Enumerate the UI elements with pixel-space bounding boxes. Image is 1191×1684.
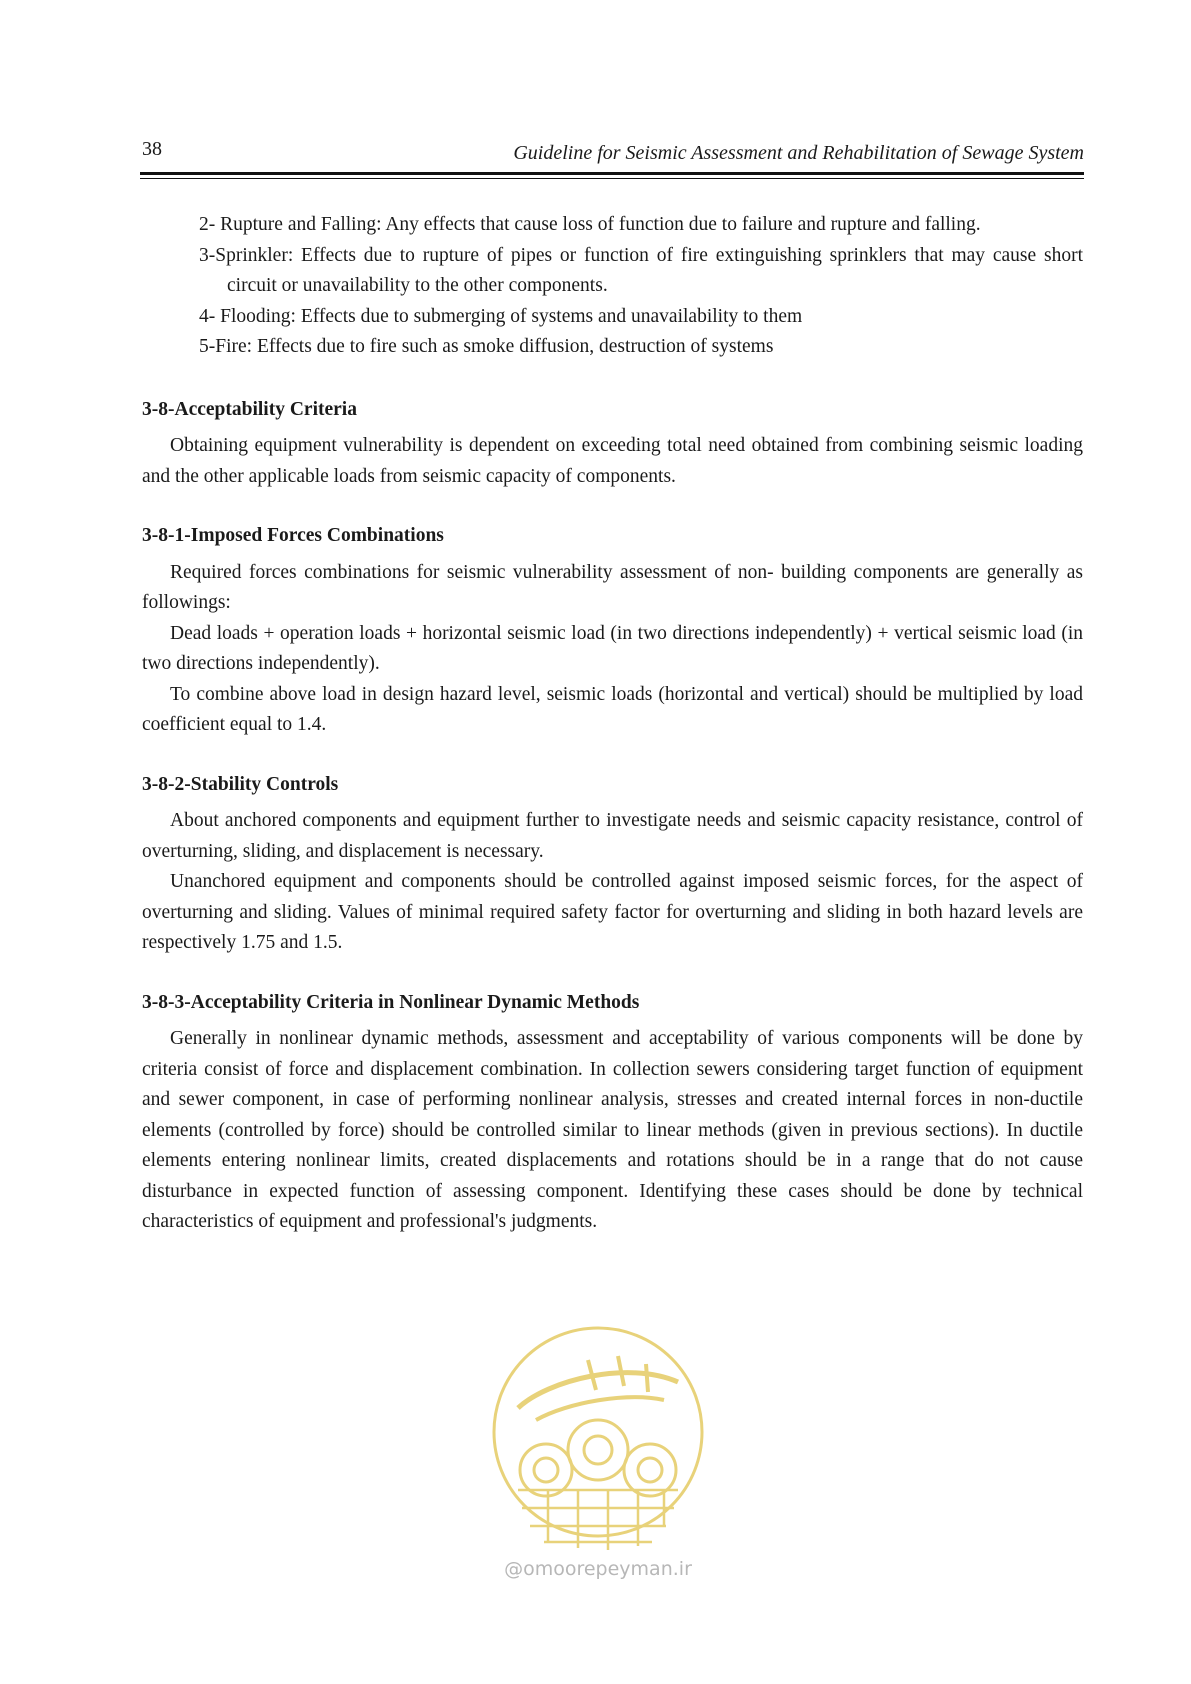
section-heading-acceptability: 3-8-Acceptability Criteria [142,398,357,420]
section-heading-nonlinear: 3-8-3-Acceptability Criteria in Nonlinear Dynamic Methods [142,991,640,1013]
paragraph: Required forces combinations for seismic vulnerability assessment of non- building components are generally as followings: [142,561,1083,613]
paragraph: About anchored components and equipment further to investigate needs and seismic capacity resistance, control of overturning, sliding, and displacement is necessary. [142,810,1083,862]
watermark-text: @omoorepeyman.ir [504,1558,692,1580]
running-title: Guideline for Seismic Assessment and Rehabilitation of Sewage System [513,142,1084,164]
paragraph: Generally in nonlinear dynamic methods, assessment and acceptability of various components will be done by criteria consist of force and displacement combination. In collection sewers considering target function of equipment and sewer component, in case of performing nonlinear analysis, stresses and created internal forces in non-ductile elements (controlled by force) should be controlled similar to linear methods (given in previous sections). In ductile elements entering nonlinear limits, created displacements and rotations should be in a range that do not cause disturbance in expected function of assessing component. Identifying these cases should be done by technical characteristics of equipment and professional's judgments. [142,1028,1083,1232]
page-body [142,210,1083,1238]
section-heading-imposed-forces: 3-8-1-Imposed Forces Combinations [142,525,444,546]
list-item: 4- Flooding: Effects due to submerging of systems and unavailability to them [199,305,803,327]
paragraph: Unanchored equipment and components should be controlled against imposed seismic forces, for the aspect of overturning and sliding. Values of minimal required safety factor for overturning and sliding in both hazard levels are respectively 1.75 and 1.5. [142,871,1083,953]
list-item: 5-Fire: Effects due to fire such as smoke diffusion, destruction of systems [199,336,774,357]
header-rule-thick [140,172,1084,175]
effects-list [142,210,1083,363]
list-item: 3-Sprinkler: Effects due to rupture of pipes or function of fire extinguishing sprinklers that may cause short circuit or unavailability to the other components. [199,244,1083,296]
section-heading-stability: 3-8-2-Stability Controls [142,773,339,795]
page-header [142,134,1084,168]
paragraph: Dead loads + operation loads + horizontal seismic load (in two directions independently) + vertical seismic load (in two directions independently). [142,622,1083,674]
page-number: 38 [142,138,162,160]
list-item: 2- Rupture and Falling: Any effects that cause loss of function due to failure and rupture and falling. [199,214,981,235]
paragraph: To combine above load in design hazard level, seismic loads (horizontal and vertical) should be multiplied by load coefficient equal to 1.4. [142,683,1083,735]
header-rule-thin [140,178,1084,179]
watermark-logo [478,1320,718,1590]
watermark-seal-icon [478,1320,718,1560]
paragraph: Obtaining equipment vulnerability is dependent on exceeding total need obtained from combining seismic loading and the other applicable loads from seismic capacity of components. [142,435,1083,487]
